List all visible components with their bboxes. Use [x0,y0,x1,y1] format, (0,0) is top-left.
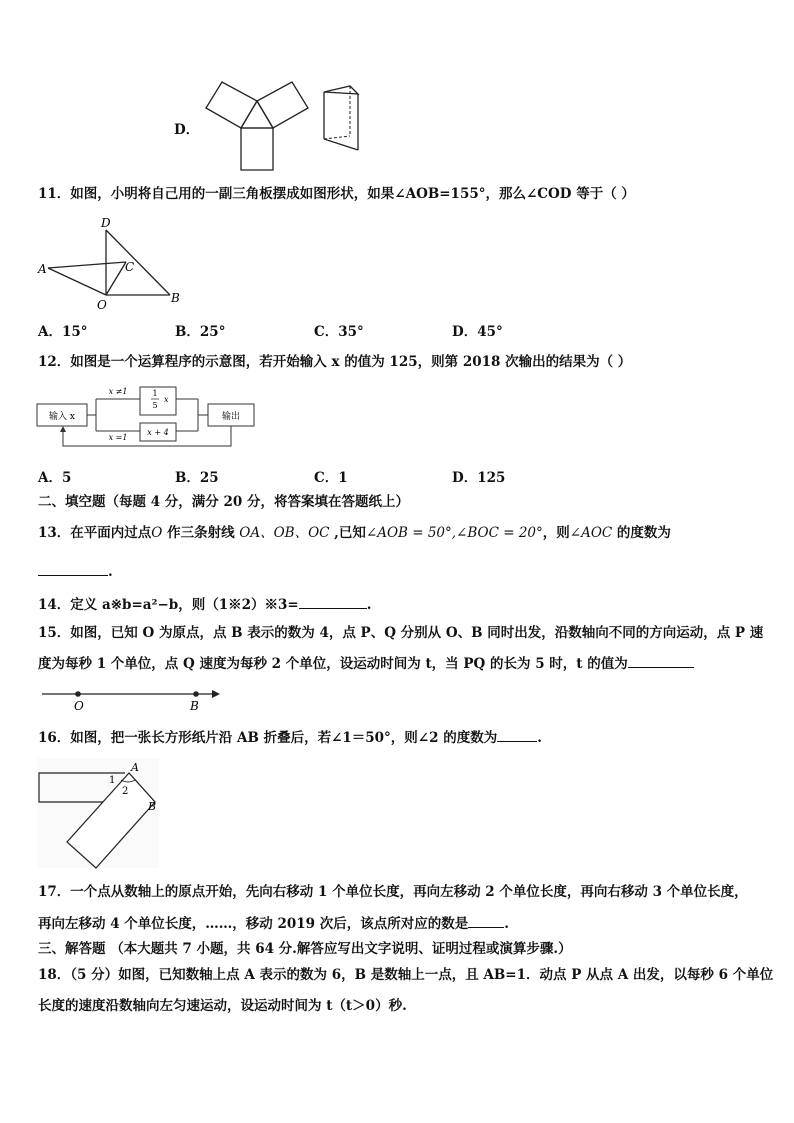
q11-option-a: A．15° [38,324,88,340]
q14-question-text: 14．定义 a※b=a²−b，则（1※2）※3= . [38,593,371,615]
q17-answer-blank[interactable] [468,912,504,928]
q11-label-d: D [101,216,111,230]
q12-question-text: 12．如图是一个运算程序的示意图，若开始输入 x 的值为 125，则第 2018 次输出的结果为（ ） [38,354,632,370]
section-3-title: 三、解答题 （本大题共 7 小题，共 64 分.解答应写出文字说明、证明过程或演算步骤.） [38,941,572,957]
q10-unfolded-net-figure [200,80,310,175]
q15-axis-label-o: O [74,699,84,713]
q16-angle-1-label: 1 [109,775,116,786]
q11-option-c: C．35° [314,324,364,340]
q12-option-d: D．125 [452,470,506,486]
q17-question-line-1: 17．一个点从数轴上的原点开始，先向右移动 1 个单位长度，再向左移动 2 个单位长度，再向右移动 3 个单位长度， [38,884,748,900]
q11-question-text: 11．如图，小明将自己用的一副三角板摆成如图形状，如果∠AOB=155°，那么∠COD 等于（ ） [38,186,635,202]
q12-option-b: B．25 [175,470,219,486]
q10-triangular-prism-figure [322,84,382,156]
q12-fraction-numerator: 1 [152,389,158,398]
q12-input-box-label: 输入 x [49,412,75,422]
q15-question-line-2: 度为每秒 1 个单位，点 Q 速度为每秒 2 个单位，设运动时间为 t，当 PQ 的长为 5 时，t 的值为 [38,652,694,674]
q11-label-o: O [97,298,107,312]
q12-option-a: A．5 [38,470,72,486]
q10-option-d-label: D． [174,122,200,138]
q18-question-line-1: 18．（5 分）如图，已知数轴上点 A 表示的数为 6，B 是数轴上一点，且 AB=1．动点 P 从点 A 出发，以每秒 6 个单位 [38,967,774,983]
section-2-title: 二、填空题（每题 4 分，满分 20 分，将答案填在答题纸上） [38,494,409,510]
q12-bottom-expression: x + 4 [147,428,169,437]
q12-bottom-branch-condition: x =1 [108,433,128,442]
q15-question-line-1: 15．如图，已知 O 为原点，点 B 表示的数为 4，点 P、Q 分别从 O、B 同时出发，沿数轴向不同的方向运动，点 P 速 [38,625,764,641]
q15-number-line-figure [40,684,230,714]
q16-label-b: B [148,800,157,813]
q11-label-b: B [171,291,180,305]
q13-question-text: 13．在平面内过点O 作三条射线 OA、OB、OC ,已知∠AOB = 50°,∠BOC = 20°，则∠AOC 的度数为 [38,525,671,541]
q18-question-line-2: 长度的速度沿数轴向左匀速运动，设运动时间为 t（t＞0）秒. [38,998,407,1014]
q12-output-box-label: 输出 [221,412,241,422]
q11-label-a: A [38,262,47,276]
q16-angle-2-label: 2 [122,786,129,797]
q11-option-b: B．25° [175,324,226,340]
q17-question-line-2: 再向左移动 4 个单位长度，……，移动 2019 次后，该点所对应的数是 . [38,912,509,934]
q14-answer-blank[interactable] [299,593,367,609]
q13-answer-line: . [38,560,113,582]
q15-answer-blank[interactable] [628,652,694,668]
q16-question-text: 16．如图，把一张长方形纸片沿 AB 折叠后，若∠1＝50°，则∠2 的度数为 . [38,726,542,748]
q16-folded-paper-figure [37,758,161,870]
q11-option-d: D．45° [452,324,503,340]
q13-answer-blank[interactable] [38,560,108,576]
q15-axis-label-b: B [190,699,199,713]
q12-flowchart-figure [36,383,258,455]
q11-label-c: C [125,260,135,274]
q16-label-a: A [131,761,139,774]
q11-triangle-figure [36,215,186,315]
q16-answer-blank[interactable] [497,726,537,742]
q12-option-c: C．1 [314,470,348,486]
q12-fraction-denominator: 5 [152,401,158,410]
q12-fraction-variable: x [164,395,169,404]
q12-top-branch-condition: x ≠1 [108,387,128,396]
